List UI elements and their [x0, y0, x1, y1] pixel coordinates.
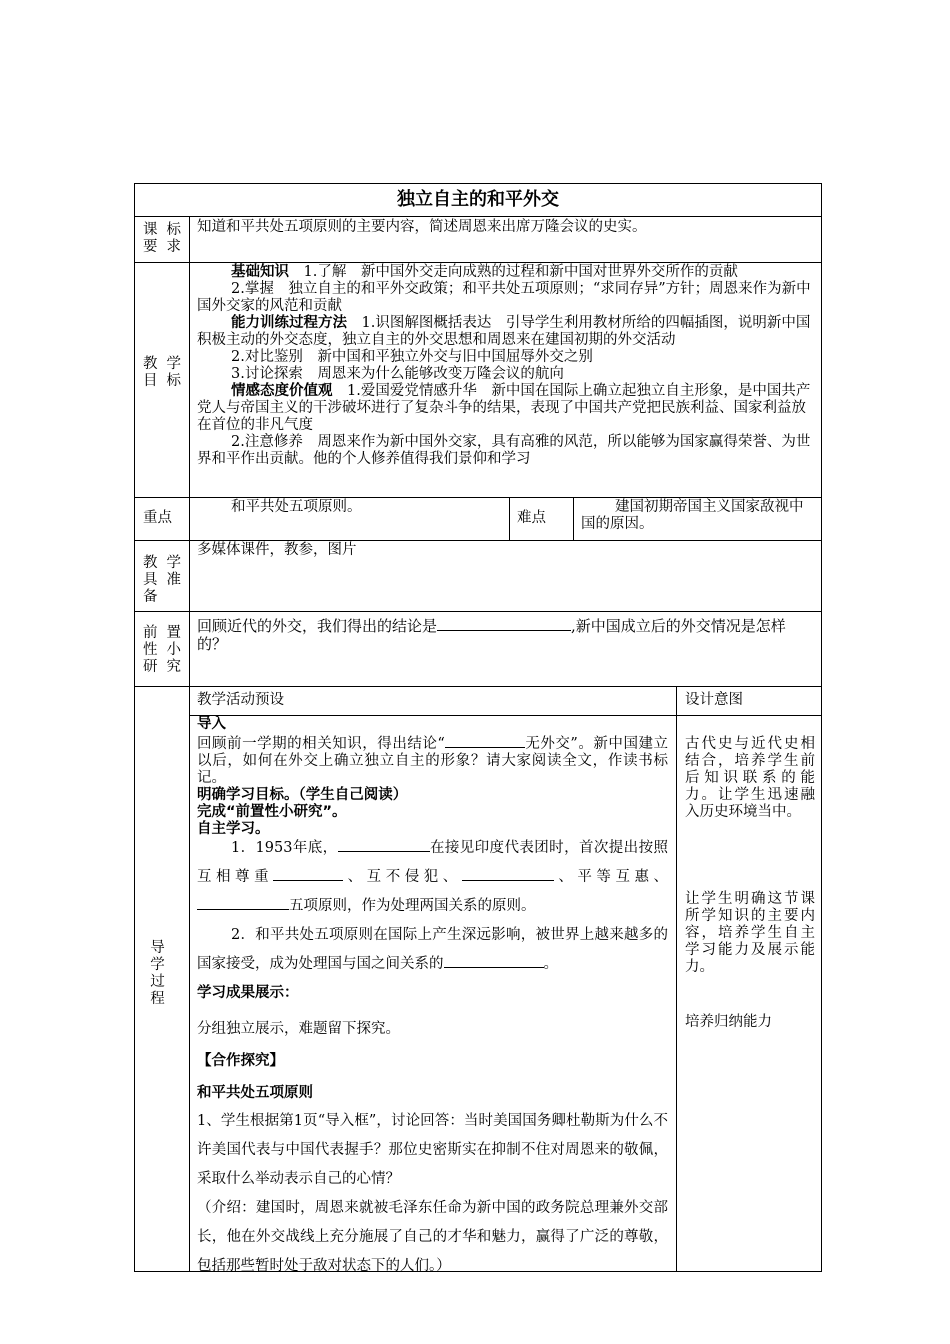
page-title: 独立自主的和平外交 [397, 189, 559, 210]
label-nandian: 难点 [517, 510, 546, 526]
para-2: （介绍：建国时，周恩来就被毛泽东任命为新中国的政务院总理兼外交部长，他在外交战线上充分施展了自己的才华和魅力，赢得了广泛的尊敬，包括那些暂时处于敌对状态下的人们。） [197, 1200, 668, 1274]
q2-text-a: 2．和平共处五项原则在国际上产生深远影响，被世界上越来越多的国家接受，成为处理国与国之间关系的 [197, 927, 668, 972]
para-1: 1、学生根据第1页“导入框”，讨论回答：当时美国国务卿杜勒斯为什么不许美国代表与中国代表握手？那位史密斯实在抑制不住对周恩来的敬佩，采取什么举动表示自己的心情？ [197, 1113, 668, 1187]
mubiao-content [197, 264, 815, 468]
answer-blank[interactable] [273, 866, 343, 881]
activity-content [197, 716, 668, 1281]
daoru-text-b: 无外交”。新中国建立以后，如何在外交上确立独立自主的形象？请大家阅读全文，作读书标记。 [197, 736, 668, 786]
qinggan-2: 2.注意修养 周恩来作为新中国外交家，具有高雅的风范，所以能够为国家赢得荣誉、为世界和平作出贡献。他的个人修养值得我们景仰和学习 [197, 434, 811, 467]
column-divider [573, 497, 574, 541]
q1-text-c: 、互不侵犯、 [343, 869, 462, 885]
column-divider [189, 216, 190, 1272]
q2-text-b: 。 [543, 956, 558, 972]
header-activity: 教学活动预设 [197, 692, 284, 708]
label-kebiao: 课 标 要求 [143, 222, 181, 255]
intent-3: 培养归纳能力 [685, 1014, 772, 1030]
answer-blank[interactable] [437, 616, 571, 631]
q1-text-e: 五项原则，作为处理两国关系的原则。 [289, 898, 536, 914]
column-divider [676, 686, 677, 1272]
label-guocheng: 导 学 过 程 [150, 940, 165, 1007]
qinggan-heading: 情感态度价值观 [231, 383, 333, 399]
row-divider [134, 540, 822, 541]
nengli-heading: 能力训练过程方法 [231, 315, 347, 331]
qianzhi-content [197, 616, 815, 653]
jichu-heading: 基础知识 [231, 264, 289, 280]
nengli-3: 3.讨论探索 周恩来为什么能够改变万隆会议的航向 [231, 366, 564, 382]
header-intent: 设计意图 [685, 692, 743, 708]
zizhu-line: 自主学习。 [197, 821, 270, 837]
table-border-right [821, 183, 822, 1272]
row-divider [134, 497, 822, 498]
wancheng-line: 完成“前置性小研究”。 [197, 804, 347, 820]
qianzhi-text-a: 回顾近代的外交，我们得出的结论是 [197, 617, 438, 635]
label-mubiao: 教 学 目 标 [143, 356, 181, 389]
qianzhi-text-b: ,新中国成立后的外交情况是怎样的？ [197, 617, 786, 653]
row-divider [134, 686, 822, 687]
jichu-2: 2.掌握 独立自主的和平外交政策；和平共处五项原则；“求同存异”方针；周恩来作为新中国外交家的风范和贡献 [197, 281, 811, 314]
label-zhunbei: 教 学 具 准 备 [143, 555, 181, 605]
q1-text-d: 、平等互惠、 [553, 869, 669, 885]
table-border-top [134, 183, 822, 184]
row-divider [134, 611, 822, 612]
answer-blank[interactable] [462, 866, 554, 881]
daoru-heading: 导入 [197, 716, 226, 732]
hezuo-heading: 【合作探究】 [197, 1053, 284, 1069]
daoru-text-a: 回顾前一学期的相关知识，得出结论“ [197, 736, 445, 752]
zhunbei-content: 多媒体课件，教参，图片 [197, 542, 357, 558]
jichu-1: 1.了解 新中国外交走向成熟的过程和新中国对世界外交所作的贡献 [303, 264, 738, 280]
table-border-left [134, 183, 135, 1272]
zhongdian-content: 和平共处五项原则。 [231, 499, 362, 515]
column-divider [509, 497, 510, 541]
label-zhongdian: 重点 [143, 510, 172, 526]
intent-1: 古代史与近代史相结合，培养学生前后知识联系的能力。让学生迅速融入历史环境当中。 [685, 736, 815, 820]
label-qianzhi: 前 置 性 小 研究 [143, 625, 181, 675]
nengli-2: 2.对比鉴别 新中国和平独立外交与旧中国屈辱外交之别 [231, 349, 593, 365]
intent-2: 让学生明确这节课所学知识的主要内容，培养学生自主学习能力及展示能力。 [685, 891, 815, 975]
nandian-content: 建国初期帝国主义国家敌视中国的原因。 [581, 499, 804, 532]
q1-text-b: 在接见印度代表团时，首次提出按照互相尊重 [197, 840, 668, 885]
answer-blank[interactable] [444, 953, 544, 968]
chengguo-heading: 学习成果展示： [197, 985, 299, 1001]
qinggan-1: 1.爱国爱党情感升华 新中国在国际上确立起独立自主形象，是中国共产党人与帝国主义的干涉破坏进行了复杂斗争的结果，表现了中国共产党把民族利益、国家利益放在首位的非凡气度 [197, 383, 811, 433]
heping-heading: 和平共处五项原则 [197, 1085, 313, 1101]
mubiao-line: 明确学习目标。（学生自己阅读） [197, 787, 408, 803]
answer-blank[interactable] [445, 733, 525, 748]
answer-blank[interactable] [197, 895, 289, 910]
kebiao-content: 知道和平共处五项原则的主要内容，简述周恩来出席万隆会议的史实。 [197, 219, 647, 235]
q1-text-a: 1．1953年底， [231, 840, 338, 856]
fenzu-line: 分组独立展示，难题留下探究。 [197, 1021, 400, 1037]
answer-blank[interactable] [338, 837, 430, 852]
row-divider [134, 216, 822, 217]
row-divider [134, 262, 822, 263]
nengli-1: 1.识图解图概括表达 引导学生利用教材所给的四幅插图，说明新中国积极主动的外交态度，独立自主的外交思想和周恩来在建国初期的外交活动 [197, 315, 811, 348]
